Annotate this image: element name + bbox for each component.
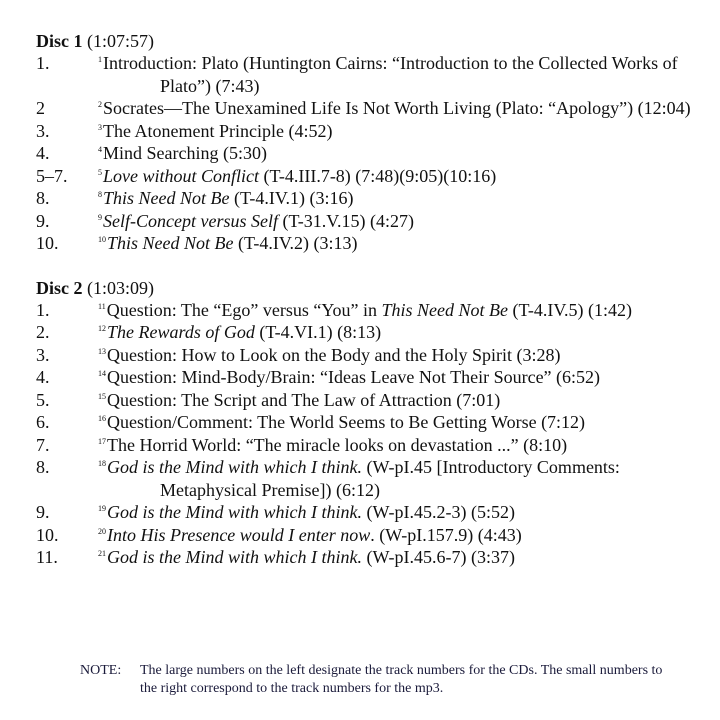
mp3-track-number: 21 [98, 549, 106, 558]
cd-track-number: 10. [36, 524, 59, 545]
italic-title-text: This Need Not Be [103, 188, 230, 208]
cd-track-number: 1. [36, 299, 50, 320]
cd-track-number: 9. [36, 502, 50, 522]
title-text: (W-pI.45.6-7) (3:37) [361, 547, 515, 567]
track-row [36, 366, 696, 389]
title-text: (T-31.V.15) (4:27) [277, 210, 414, 231]
mp3-track-number: 11 [98, 301, 106, 311]
italic-title-text: Love without Conflict [103, 165, 259, 186]
mp3-track-number: 4 [98, 145, 102, 154]
title-text: (T-4.VI.1) (8:13) [254, 322, 382, 342]
mp3-track-number: 19 [98, 504, 106, 513]
track-title [98, 97, 696, 120]
cd-track-number: 2 [36, 98, 45, 118]
cd-track-number: 5–7. [36, 165, 68, 186]
cd-track-number: 10. [36, 233, 59, 253]
title-text: Question/Comment: The World Seems to Be Getting Worse (7:12) [107, 412, 586, 432]
cd-track-number: 3. [36, 344, 50, 365]
track-row [36, 52, 696, 97]
track-title [98, 411, 696, 434]
track-row [36, 389, 696, 412]
mp3-track-number: 1 [98, 55, 102, 64]
track-title [98, 142, 696, 165]
title-text: The Horrid World: “The miracle looks on devastation ...” (8:10) [107, 434, 568, 455]
track-row [36, 501, 696, 524]
track-title [98, 344, 696, 367]
footnote [80, 662, 680, 698]
mp3-track-number: 13 [98, 346, 106, 356]
track-row [36, 210, 696, 233]
track-row [36, 232, 696, 255]
track-row [36, 524, 696, 547]
track-row [36, 546, 696, 569]
track-row [36, 142, 696, 165]
cd-track-number: 4. [36, 143, 50, 163]
track-title [98, 210, 696, 233]
italic-title-text: The Rewards of God [107, 322, 255, 342]
note-label: NOTE: [80, 663, 122, 678]
cd-track-number: 4. [36, 367, 50, 387]
cd-track-number: 8. [36, 457, 50, 477]
disc-duration: (1:03:09) [87, 277, 154, 298]
cd-track-number: 9. [36, 210, 50, 231]
title-text: Question: How to Look on the Body and the Holy Spirit (3:28) [107, 344, 561, 365]
italic-title-text: Self-Concept versus Self [103, 210, 278, 231]
mp3-track-number: 8 [98, 190, 102, 199]
mp3-track-number: 3 [98, 122, 102, 132]
title-text: (T-4.IV.1) (3:16) [229, 188, 354, 208]
disc-header [36, 30, 696, 52]
mp3-track-number: 2 [98, 100, 102, 109]
mp3-track-number: 9 [98, 212, 102, 222]
disc-duration: (1:07:57) [87, 31, 154, 51]
disc-section [36, 277, 696, 569]
title-text: Question: Mind-Body/Brain: “Ideas Leave Not Their Source” (6:52) [107, 367, 601, 387]
disc-section [36, 30, 696, 255]
mp3-track-number: 16 [98, 414, 106, 423]
track-row [36, 97, 696, 120]
cd-track-number: 6. [36, 412, 50, 432]
note-text: The large numbers on the left designate the track numbers for the CDs. The small numbers to the right correspond to the track numbers for the mp3. [140, 663, 663, 696]
cd-track-number: 7. [36, 434, 50, 455]
title-text: Question: The “Ego” versus “You” in [106, 299, 382, 320]
track-title [98, 366, 696, 389]
track-title [98, 501, 696, 524]
disc-sections [36, 30, 696, 569]
mp3-track-number: 14 [98, 369, 106, 378]
cd-track-number: 2. [36, 322, 50, 342]
italic-title-text: This Need Not Be [107, 233, 234, 253]
disc-header [36, 277, 696, 299]
italic-title-text: God is the Mind with which I think. [107, 547, 362, 567]
track-title [98, 165, 696, 188]
track-title [98, 232, 696, 255]
track-title [98, 321, 696, 344]
track-title [98, 187, 696, 210]
italic-title-text: God is the Mind with which I think. [107, 457, 362, 477]
italic-title-text: This Need Not Be [381, 299, 509, 320]
title-text: (T-4.IV.2) (3:13) [233, 233, 358, 253]
track-title [98, 524, 696, 547]
cd-track-number: 3. [36, 120, 50, 141]
title-text: . (W-pI.157.9) (4:43) [370, 524, 522, 545]
mp3-track-number: 15 [98, 391, 106, 401]
mp3-track-number: 12 [98, 324, 106, 333]
mp3-track-number: 5 [98, 167, 102, 177]
title-text: (T-4.IV.5) (1:42) [508, 299, 633, 320]
track-title [98, 52, 696, 97]
title-text: (W-pI.45 [Introductory Comments: Metaphysical Premise]) (6:12) [160, 457, 620, 500]
italic-title-text: God is the Mind with which I think. [107, 502, 362, 522]
track-title [98, 389, 696, 412]
title-text: Mind Searching (5:30) [103, 143, 267, 163]
track-title [98, 434, 696, 457]
track-row [36, 165, 696, 188]
track-title [98, 299, 696, 322]
title-text: The Atonement Principle (4:52) [103, 120, 333, 141]
track-row [36, 411, 696, 434]
cd-track-number: 5. [36, 389, 50, 410]
track-row [36, 120, 696, 143]
disc-label: Disc 1 [36, 31, 83, 51]
mp3-track-number: 20 [98, 526, 106, 536]
cd-track-number: 11. [36, 547, 58, 567]
track-row [36, 456, 696, 501]
title-text: Question: The Script and The Law of Attraction (7:01) [107, 389, 501, 410]
disc-label: Disc 2 [36, 277, 83, 298]
track-row [36, 187, 696, 210]
track-row [36, 344, 696, 367]
track-title [98, 546, 696, 569]
mp3-track-number: 10 [98, 235, 106, 244]
italic-title-text: Into His Presence would I enter now [107, 524, 371, 545]
track-row [36, 299, 696, 322]
track-title [98, 456, 696, 501]
track-row [36, 321, 696, 344]
mp3-track-number: 17 [98, 436, 106, 446]
mp3-track-number: 18 [98, 459, 106, 468]
track-row [36, 434, 696, 457]
track-title [98, 120, 696, 143]
title-text: Socrates—The Unexamined Life Is Not Worth Living (Plato: “Apology”) (12:04) [103, 98, 691, 118]
title-text: (W-pI.45.2-3) (5:52) [361, 502, 515, 522]
title-text: (T-4.III.7-8) (7:48)(9:05)(10:16) [259, 165, 497, 186]
title-text: Introduction: Plato (Huntington Cairns: “Introduction to the Collected Works of Plato”) (7:43) [103, 53, 678, 96]
track-listing [36, 30, 696, 569]
cd-track-number: 8. [36, 188, 50, 208]
cd-track-number: 1. [36, 53, 50, 73]
